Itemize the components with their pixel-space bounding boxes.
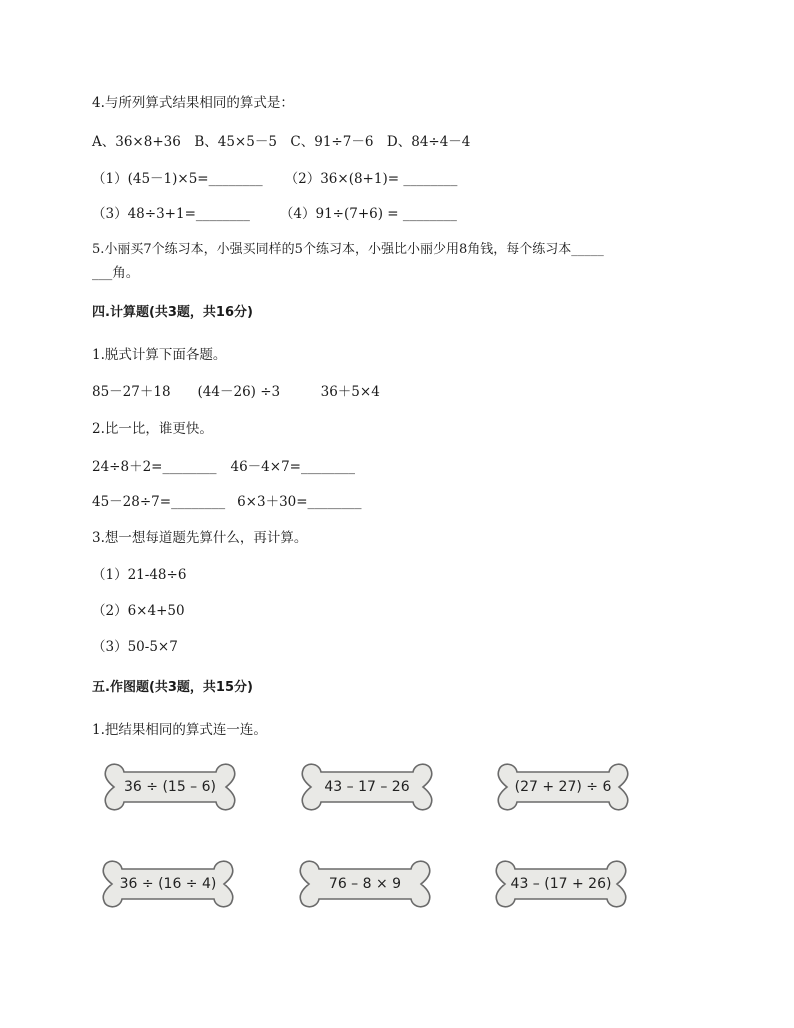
s4-q2-item-1: 24÷8＋2=________ <box>92 459 217 475</box>
s4-q3-item-2: （2）6×4+50 <box>92 603 185 619</box>
q4-item-4: （4）91÷(7+6) = ________ <box>279 206 457 222</box>
q4-item-3: （3）48÷3+1=________ <box>92 206 250 222</box>
q4-row2 <box>92 205 457 223</box>
s4-q2-row1 <box>92 458 355 476</box>
bone-expression: (27 + 27) ÷ 6 <box>514 779 612 795</box>
s4-q2-item-4: 6×3＋30=________ <box>237 494 362 510</box>
s4-q2-row2 <box>92 493 362 511</box>
q5-line2: ___角。 <box>92 265 140 281</box>
bone-card <box>295 855 435 913</box>
bone-card <box>493 758 633 816</box>
s5-q1: 1.把结果相同的算式连一连。 <box>92 722 267 738</box>
bone-card <box>491 855 631 913</box>
bone-expression: 36 ÷ (15 – 6) <box>124 779 216 795</box>
bone-expression: 36 ÷ (16 ÷ 4) <box>119 876 217 892</box>
section4-heading: 四.计算题(共3题，共16分) <box>92 305 253 320</box>
q5-line1: 5.小丽买7个练习本，小强买同样的5个练习本，小强比小丽少用8角钱，每个练习本_____ <box>92 242 604 257</box>
bone-expression: 76 – 8 × 9 <box>328 876 402 892</box>
s4-q3-item-1: （1）21-48÷6 <box>92 567 187 583</box>
s4-q3: 3.想一想每道题先算什么，再计算。 <box>92 530 308 546</box>
q4-options: A、36×8+36 B、45×5－5 C、91÷7－6 D、84÷4－4 <box>92 134 471 150</box>
s4-q1: 1.脱式计算下面各题。 <box>92 347 227 363</box>
q4-item-1: （1）(45－1)×5=________ <box>92 171 263 187</box>
bone-expression: 43 – 17 – 26 <box>324 779 410 795</box>
q4-row1 <box>92 170 457 188</box>
bone-card <box>297 758 437 816</box>
s4-q2: 2.比一比，谁更快。 <box>92 421 213 437</box>
bone-card <box>98 855 238 913</box>
s4-q1-items: 85－27＋18 (44－26) ÷3 36＋5×4 <box>92 384 380 400</box>
q4-item-2: （2）36×(8+1)= ________ <box>284 171 458 187</box>
s4-q2-item-2: 46－4×7=________ <box>230 459 355 475</box>
bone-card <box>100 758 240 816</box>
bone-expression: 43 – (17 + 26) <box>510 876 612 892</box>
s4-q3-item-3: （3）50-5×7 <box>92 639 178 655</box>
q4-stem: 4.与所列算式结果相同的算式是： <box>92 95 294 111</box>
s4-q2-item-3: 45－28÷7=________ <box>92 494 226 510</box>
section5-heading: 五.作图题(共3题，共15分) <box>92 680 253 695</box>
